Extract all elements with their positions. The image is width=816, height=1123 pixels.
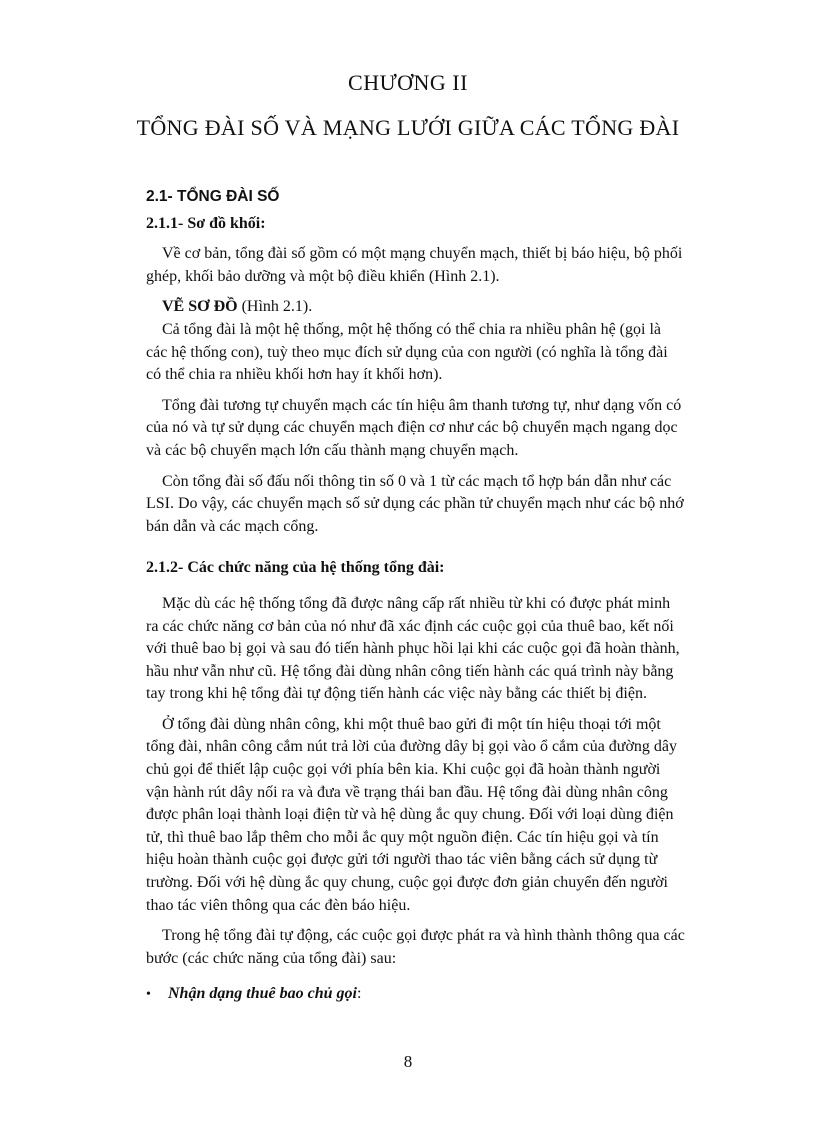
paragraph-2: Cả tổng đài là một hệ thống, một hệ thống có thể chia ra nhiều phân hệ (gọi là các hệ thống con), tuỳ theo mục đích sử dụng của con người (có nghĩa là tổng đài có thể chia ra nhiều khối hơn hay ít khối hơn). bbox=[146, 320, 668, 384]
figure-note bbox=[146, 296, 686, 319]
page-number: 8 bbox=[403, 1052, 413, 1071]
chapter-heading: CHƯƠNG II bbox=[348, 70, 468, 95]
paragraph-3: Tổng đài tương tự chuyển mạch các tín hiệu âm thanh tương tự, như dạng vốn có của nó và tự sử dụng các chuyển mạch điện cơ như các bộ chuyển mạch ngang dọc và các bộ chuyển mạch lớn cấu thành mạng chuyển mạch. bbox=[146, 396, 682, 459]
chapter-title: TỔNG ĐÀI SỐ VÀ MẠNG LƯỚI GIỮA CÁC TỔNG ĐÀI bbox=[136, 115, 680, 140]
figure-note-rest: (Hình 2.1). bbox=[237, 298, 313, 316]
list-item-label: Nhận dạng thuê bao chủ gọi bbox=[168, 985, 357, 1003]
list-item-suffix: : bbox=[356, 985, 362, 1003]
paragraph-4: Còn tổng đài số đấu nối thông tin số 0 và 1 từ các mạch tổ hợp bán dẫn như các LSI. Do vậy, các chuyển mạch số sử dụng các phần tử chuyển mạch như các bộ nhớ bán dẫn và các mạch cổng. bbox=[146, 472, 684, 535]
bullet-icon: • bbox=[146, 987, 151, 1003]
paragraph-1: Về cơ bản, tổng đài số gồm có một mạng chuyển mạch, thiết bị báo hiệu, bộ phối ghép, khối bảo dưỡng và một bộ điều khiển (Hình 2.1). bbox=[146, 245, 683, 285]
figure-note-bold: VẼ SƠ ĐỒ bbox=[162, 298, 238, 316]
subsection-heading-block-diagram: 2.1.1- Sơ đồ khối: bbox=[146, 214, 266, 232]
paragraph-7: Trong hệ tổng đài tự động, các cuộc gọi được phát ra và hình thành thông qua các bước (các chức năng của tổng đài) sau: bbox=[146, 927, 685, 967]
list-item-text bbox=[168, 983, 361, 1006]
section-heading: 2.1- TỔNG ĐÀI SỐ bbox=[146, 188, 280, 205]
body-content bbox=[146, 186, 686, 1007]
paragraph-6: Ở tổng đài dùng nhân công, khi một thuê bao gửi đi một tín hiệu thoại tới một tổng đài, nhân công cắm nút trả lời của đường dây bị gọi vào ổ cắm của đường dây chủ gọi để thiết lập cuộc gọi với phía bên kia. Khi cuộc gọi đã hoàn thành người vận hành rút dây nối ra và đưa về trạng thái ban đầu. Hệ tổng đài dùng nhân công được phân loại thành loại điện từ và hệ dùng ắc quy chung. Đối với loại dùng điện tử, thì thuê bao lắp thêm cho mỗi ắc quy một nguồn điện. Các tín hiệu gọi và tín hiệu hoàn thành cuộc gọi được gửi tới người thao tác viên bằng cách sử dụng từ trường. Đối với hệ dùng ắc quy chung, cuộc gọi được đơn giản chuyển đến người thao tác viên thông qua các đèn báo hiệu. bbox=[146, 715, 678, 914]
paragraph-5: Mặc dù các hệ thống tổng đã được nâng cấp rất nhiều từ khi có được phát minh ra các chức năng cơ bản của nó như đã xác định các cuộc gọi của thuê bao, kết nối với thuê bao bị gọi và sau đó tiến hành phục hồi lại khi các cuộc gọi đã hoàn thành, hầu như vẫn như cũ. Hệ tổng đài dùng nhân công tiến hành các quá trình này bằng tay trong khi hệ tổng đài tự động tiến hành các việc này bằng các thiết bị điện. bbox=[146, 594, 680, 703]
list-item bbox=[146, 983, 686, 1007]
subsection-heading-functions: 2.1.2- Các chức năng của hệ thống tổng đài: bbox=[146, 559, 445, 577]
